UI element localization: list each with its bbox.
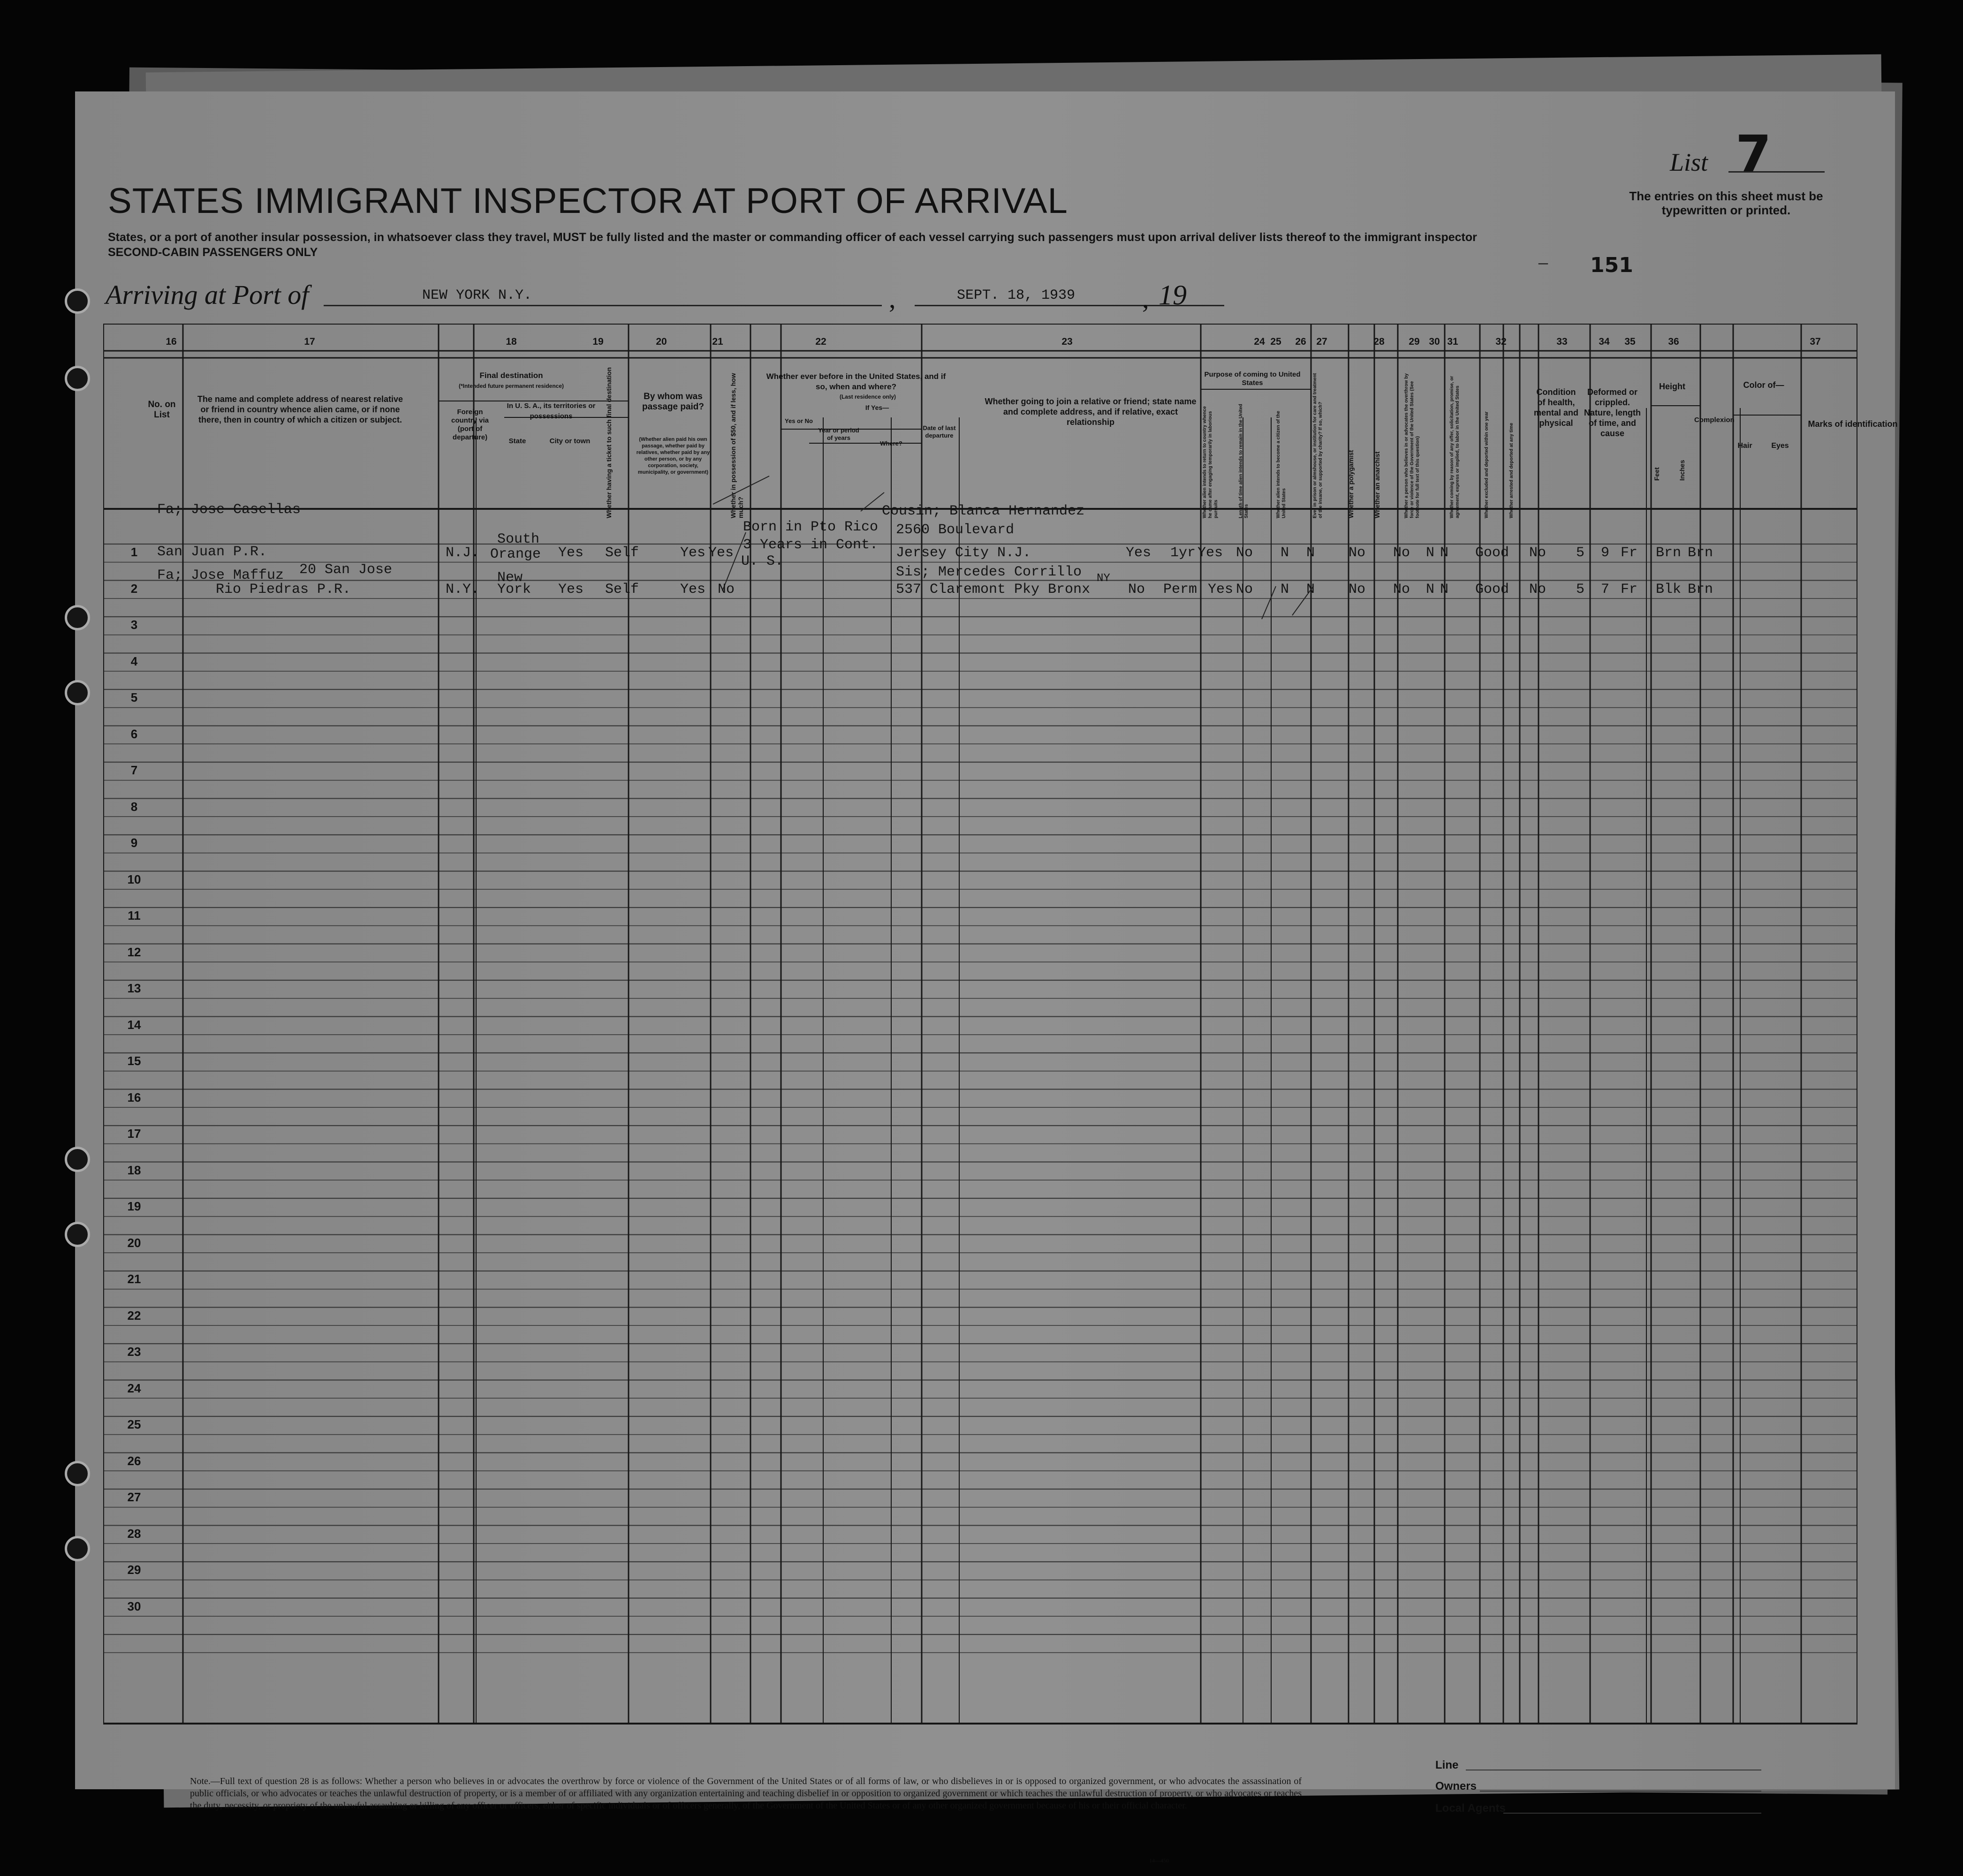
header-eyes: Eyes <box>1771 442 1789 450</box>
column-number: 23 <box>1061 336 1073 347</box>
row-number: 30 <box>127 1599 141 1613</box>
header-going-to-join: Whether going to join a relative or friend; state name and complete address, and if relative, exact relationship <box>985 397 1197 427</box>
owners-label: Owners <box>1435 1780 1477 1793</box>
entry-relative-address: San Juan P.R. <box>157 544 267 560</box>
list-number: 7 <box>1736 124 1772 184</box>
punch-hole <box>65 605 90 630</box>
row-number: 8 <box>130 799 138 814</box>
entry-period: 3 Years in Cont. <box>743 537 879 553</box>
header-color: Color of— <box>1743 380 1784 390</box>
header-inches: Inches <box>1678 460 1686 481</box>
header-if-yes: If Yes— <box>865 404 889 411</box>
punch-hole <box>65 1222 90 1247</box>
typewritten-notice: The entries on this sheet must be typewritten or printed. <box>1629 189 1823 217</box>
entry-q29: No <box>1393 582 1410 598</box>
header-feet: Feet <box>1653 467 1660 481</box>
entry-inches: 7 <box>1601 582 1610 598</box>
entry-polygamist: N <box>1281 545 1289 561</box>
entry-join: Sis; Mercedes Corrillo <box>896 564 1082 580</box>
entry-deformed: No <box>1529 545 1546 561</box>
entry-ever-before: No <box>718 582 735 598</box>
entry-q29: No <box>1393 545 1410 561</box>
entry-city: Orange <box>490 546 541 562</box>
entry-citizen: Yes <box>1208 582 1234 598</box>
header-final-destination-sub: (*Intended future permanent residence) <box>458 383 564 389</box>
column-number: 17 <box>304 336 315 347</box>
row-number: 25 <box>127 1417 141 1431</box>
subtitle-cabin-class: SECOND-CABIN PASSENGERS ONLY <box>108 246 318 259</box>
header-foreign-country: Foreign country via (port of departure) <box>451 408 489 441</box>
entry-join-address: 537 Claremont Pky Bronx <box>896 582 1091 598</box>
punch-hole <box>65 1147 90 1172</box>
row-number: 22 <box>127 1308 141 1323</box>
entry-relative: Fa; Jose Casellas <box>157 502 301 518</box>
row-number: 18 <box>127 1163 141 1177</box>
header-question-29: Whether coming by reason of any offer, solicitation, promise, or agreement, express or implied, to labor in the United States <box>1449 376 1460 518</box>
form-number: 14—450 <box>1149 1857 1169 1864</box>
row-number: 23 <box>127 1345 141 1359</box>
comma: , <box>1142 283 1149 314</box>
column-number: 30 <box>1429 336 1440 347</box>
entry-eyes: Brn <box>1688 545 1713 561</box>
entry-relative-street: 20 San Jose <box>299 562 393 578</box>
manifest-sheet <box>75 91 1898 1864</box>
header-question-28: Whether a person who believes in or advocates the overthrow by force or violence of the Government of the United States (See footnote for full text of this question) <box>1404 373 1420 518</box>
header-where: Where? <box>880 440 902 447</box>
entry-q30: N <box>1426 545 1435 561</box>
entry-complexion: Fr <box>1621 545 1638 561</box>
entry-return: No <box>1128 582 1145 598</box>
comma: , <box>889 283 896 314</box>
row-number: 6 <box>130 726 138 741</box>
row-number: 17 <box>127 1127 141 1141</box>
column-number: 22 <box>815 336 826 347</box>
list-underline <box>1728 171 1825 173</box>
entry-inches: 9 <box>1601 545 1610 561</box>
header-ever-before-sub: (Last residence only) <box>839 393 896 400</box>
entry-citizen: Yes <box>1198 545 1223 561</box>
row-number: 5 <box>130 690 138 704</box>
entry-paid-by: Self <box>605 582 639 598</box>
entry-eyes: Brn <box>1688 582 1713 598</box>
column-number: 28 <box>1373 336 1385 347</box>
row-number: 16 <box>127 1090 141 1104</box>
row-number: 21 <box>127 1272 141 1286</box>
entry-feet: 5 <box>1576 545 1585 561</box>
row-number: 28 <box>127 1526 141 1541</box>
entry-join: Cousin; Blanca Hernandez <box>882 503 1085 519</box>
column-number: 20 <box>656 336 667 347</box>
header-hair: Hair <box>1737 442 1752 450</box>
year-prefix: 19 <box>1159 280 1187 310</box>
entry-polygamist: N <box>1281 582 1289 598</box>
entry-relative: Fa; Jose Maffuz <box>157 567 284 583</box>
header-final-destination: Final destination <box>479 371 543 380</box>
column-number: 26 <box>1295 336 1306 347</box>
entry-anarchist: N <box>1306 545 1315 561</box>
row-number: 11 <box>128 908 141 923</box>
header-yes-no: Yes or No <box>785 417 813 424</box>
column-number: 36 <box>1668 336 1679 347</box>
header-ticket: Whether having a ticket to such final destination <box>605 367 613 518</box>
entry-state: N.Y. <box>446 582 480 598</box>
sheet-dash: – <box>1539 251 1548 272</box>
punch-hole <box>65 366 90 391</box>
header-passage-paid-sub: (Whether alien paid his own passage, whether paid by relatives, whether paid by any other person, or by any corporation, society, municipality, or government) <box>636 437 710 475</box>
page-title: STATES IMMIGRANT INSPECTOR AT PORT OF ARRIVAL <box>108 181 1068 221</box>
column-number: 25 <box>1270 336 1281 347</box>
list-label: List <box>1670 148 1708 176</box>
entry-q30: N <box>1426 582 1435 598</box>
row-number: 14 <box>127 1017 141 1032</box>
header-no-on-list: No. on List <box>148 400 176 420</box>
column-number: 37 <box>1810 336 1821 347</box>
row-number: 12 <box>127 945 141 959</box>
entry-feet: 5 <box>1576 582 1585 598</box>
arriving-label: Arriving at Port of <box>106 280 309 310</box>
entry-q31: N <box>1440 545 1449 561</box>
column-number: 32 <box>1495 336 1507 347</box>
header-in-usa: In U. S. A., its territories or possessions <box>507 402 596 420</box>
row-number: 19 <box>127 1199 141 1213</box>
row-number: 10 <box>127 872 141 886</box>
entry-join-state: NY <box>1097 572 1110 585</box>
column-number: 31 <box>1447 336 1458 347</box>
entry-length-stay: 1yr <box>1170 545 1196 561</box>
entry-where: U. S. <box>741 553 784 569</box>
entry-city: South <box>497 531 540 547</box>
header-deformed: Deformed or crippled. Nature, length of time, and cause <box>1584 387 1641 438</box>
punch-hole <box>65 1461 90 1486</box>
entry-relative-address: Rio Piedras P.R. <box>216 582 351 598</box>
entry-join-city: Jersey City N.J. <box>896 545 1031 561</box>
row-number: 24 <box>127 1381 141 1395</box>
row-number: 26 <box>127 1453 141 1468</box>
entry-city: York <box>497 582 531 598</box>
entry-prison: No <box>1236 545 1253 561</box>
row-number: 20 <box>127 1235 141 1250</box>
header-question-30: Whether excluded and deported within one year <box>1484 411 1489 518</box>
header-ever-before: Whether ever before in the United States, and if so, when and where? <box>766 372 946 391</box>
arrival-date: SEPT. 18, 1939 <box>957 287 1076 303</box>
header-prison: Ever in prison or almshouse, or institution for care and treatment of the insane, or supported by charity? If so, which? <box>1312 373 1323 518</box>
header-question-31: Whether arrested and deported at any time <box>1509 423 1514 518</box>
row-number: 29 <box>127 1563 141 1577</box>
entry-join-address: 2560 Boulevard <box>896 522 1015 538</box>
header-complexion: Complexion <box>1694 416 1735 424</box>
entry-health: Good <box>1475 545 1509 561</box>
column-number: 27 <box>1316 336 1327 347</box>
header-purpose-length: Length of time alien intends to remain in the United States <box>1238 404 1249 518</box>
row-number: 9 <box>130 836 138 850</box>
entry-hair: Brn <box>1656 545 1682 561</box>
entry-health: Good <box>1475 582 1509 598</box>
punch-hole <box>65 1536 90 1561</box>
column-number: 21 <box>712 336 723 347</box>
entry-ever-before: Yes <box>708 545 734 561</box>
port-underline <box>324 305 882 306</box>
column-number: 33 <box>1556 336 1568 347</box>
subtitle-line: States, or a port of another insular possession, in whatsoever class they travel, MUST be fully listed and the master or commanding officer of each vessel carrying such passengers must upon arrival deliver lists thereof to the immigrant inspector <box>108 231 1477 244</box>
row-number: 27 <box>127 1490 141 1504</box>
row-number: 13 <box>127 981 141 995</box>
header-anarchist: Whether an anarchist <box>1373 451 1381 518</box>
footnote: Note.—Full text of question 28 is as follows: Whether a person who believes in or advocates the overthrow by force or violence of the Government of the United States or of all forms of law, or who disbelieves in or is opposed to organized government, or who advocates the assassination of public officials, or who advocates or teaches the unlawful destruction of property, or is a member of or affiliated with any organization entertaining and teaching disbelief in or opposition to organized government or which teaches the unlawful destruction of property, or who advocates or teaches the duty, necessity, or propriety of the unlawful assaulting or killing of any officer or officers, either of specific individuals or of officers generally, of the Government of the United States or of any other organized government because of his or their official character. <box>190 1776 1302 1811</box>
row-number: 15 <box>127 1054 141 1068</box>
entry-length-stay: Perm <box>1163 582 1198 598</box>
entry-ticket: Yes <box>558 582 584 598</box>
column-number: 18 <box>506 336 517 347</box>
row-number: 1 <box>130 545 138 559</box>
column-number: 35 <box>1624 336 1636 347</box>
column-number: 24 <box>1254 336 1265 347</box>
sheet-number: 151 <box>1590 253 1633 277</box>
entry-state: N.J. <box>446 545 480 561</box>
column-number: 34 <box>1599 336 1610 347</box>
header-money: Whether in possession of $50, and if less, how much? <box>729 373 744 518</box>
row-number: 7 <box>130 763 138 777</box>
entry-money: Yes <box>680 582 706 598</box>
entry-hair: Blk <box>1656 582 1682 598</box>
entry-q28: No <box>1349 582 1366 598</box>
entry-money: Yes <box>680 545 706 561</box>
header-year-period: Year or period of years <box>818 427 859 441</box>
punch-hole <box>65 288 90 314</box>
entry-prison: No <box>1236 582 1253 598</box>
header-state: State <box>508 437 526 445</box>
header-height: Height <box>1659 382 1685 391</box>
header-passage-paid: By whom was passage paid? <box>642 392 704 412</box>
agents-underline <box>1503 1813 1761 1814</box>
header-purpose-citizen: Whether alien intends to become a citizen of the United States <box>1276 411 1287 518</box>
entry-deformed: No <box>1529 582 1546 598</box>
header-health: Condition of health, mental and physical <box>1533 387 1579 428</box>
entry-anarchist: N <box>1306 582 1315 598</box>
entry-complexion: Fr <box>1621 582 1638 598</box>
entry-period: Born in Pto Rico <box>743 519 879 535</box>
column-number: 19 <box>592 336 604 347</box>
row-number: 2 <box>130 581 138 596</box>
row-number: 3 <box>130 618 138 632</box>
header-marks: Marks of identification <box>1808 419 1898 429</box>
line-label: Line <box>1435 1759 1459 1771</box>
header-purpose-return: Whether alien intends to return to country whence he came after engaging temporarily in laborious pursuits <box>1202 406 1219 518</box>
entry-city: New <box>497 570 523 586</box>
header-polygamist: Whether a polygamist <box>1347 450 1355 518</box>
entry-q28: No <box>1349 545 1366 561</box>
local-agents-label: Local Agents <box>1435 1802 1506 1815</box>
column-number: 16 <box>166 336 177 347</box>
owners-underline <box>1480 1791 1761 1792</box>
header-last-departure: Date of last departure <box>923 424 956 439</box>
entry-return: Yes <box>1126 545 1152 561</box>
column-number: 29 <box>1409 336 1420 347</box>
row-number: 4 <box>130 654 138 668</box>
entry-paid-by: Self <box>605 545 639 561</box>
header-purpose: Purpose of coming to United States <box>1204 371 1301 387</box>
header-nearest-relative: The name and complete address of nearest relative or friend in country whence alien came, or if none there, then in country of which a citizen or subject. <box>197 394 403 424</box>
arrival-port: NEW YORK N.Y. <box>422 287 532 303</box>
subtitle <box>108 230 1609 260</box>
header-city: City or town <box>549 437 591 445</box>
entry-ticket: Yes <box>558 545 584 561</box>
punch-hole <box>65 680 90 705</box>
entry-q31: N <box>1440 582 1449 598</box>
